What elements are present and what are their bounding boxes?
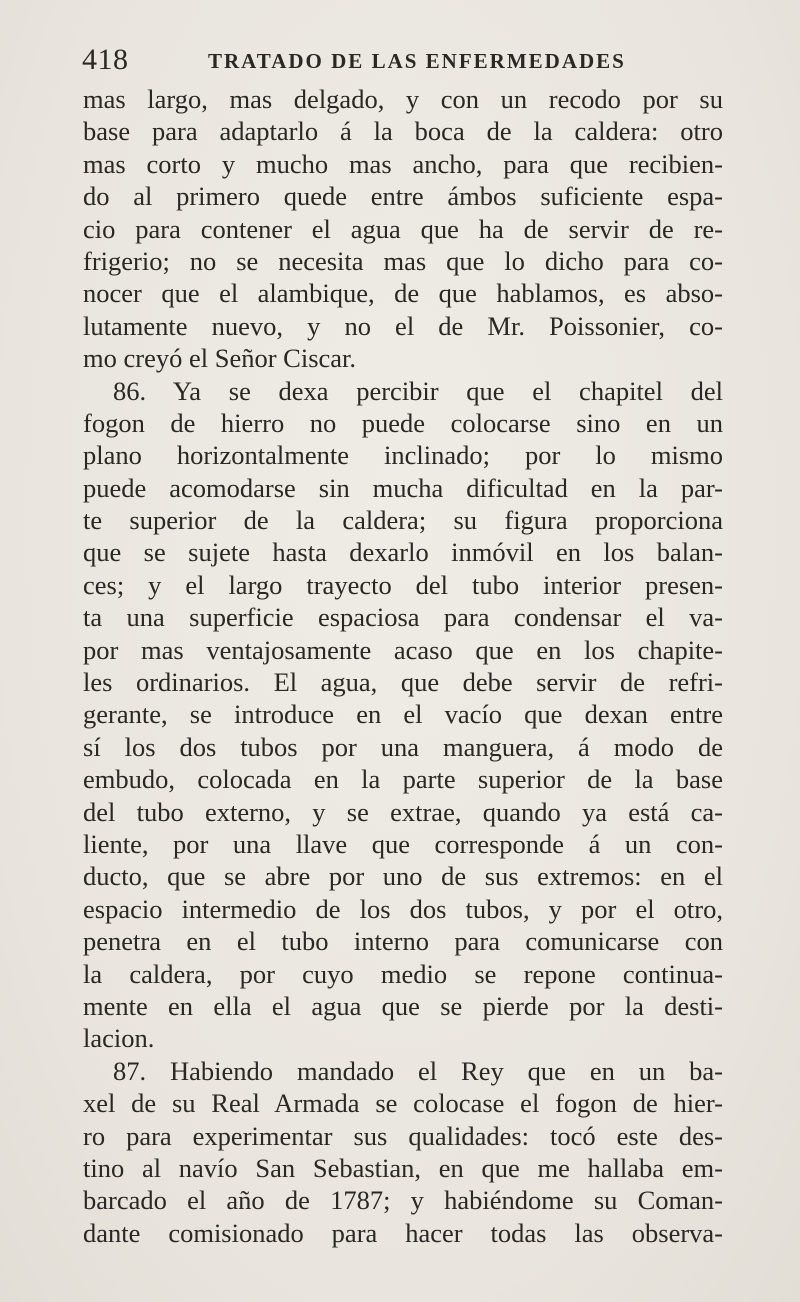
page-header <box>82 40 722 80</box>
paragraph-87-start: 87. Habiendo mandado el Rey que en un ba- <box>113 1055 723 1086</box>
text-line: mas corto y mucho mas ancho, para que recibien- <box>83 148 723 179</box>
text-line: cio para contener el agua que ha de servir de re- <box>83 213 723 244</box>
text-line: mo creyó el Señor Ciscar. <box>83 343 357 374</box>
text-line: tino al navío San Sebastian, en que me hallaba em- <box>83 1152 723 1183</box>
text-line: barcado el año de 1787; y habiéndome su Coman- <box>83 1185 723 1216</box>
text-line: mente en ella el agua que se pierde por la desti- <box>83 990 723 1021</box>
text-line: frigerio; no se necesita mas que lo dicho para co- <box>83 245 723 276</box>
text-line: ducto, que se abre por uno de sus extremos: en el <box>83 861 723 892</box>
text-line: plano horizontalmente inclinado; por lo mismo <box>83 440 723 471</box>
body-text <box>83 83 723 1249</box>
text-line: que se sujete hasta dexarlo inmóvil en los balan- <box>83 537 723 568</box>
text-line: dante comisionado para hacer todas las observa- <box>83 1217 723 1248</box>
text-line: do al primero quede entre ámbos suficiente espa- <box>83 181 723 212</box>
text-line: penetra en el tubo interno para comunicarse con <box>83 926 723 957</box>
text-line: liente, por una llave que corresponde á un con- <box>83 828 723 859</box>
text-line: espacio intermedio de los dos tubos, y por el otro, <box>83 893 723 924</box>
text-line: base para adaptarlo á la boca de la caldera: otro <box>83 116 723 147</box>
text-line: les ordinarios. El agua, que debe servir de refri- <box>83 667 723 698</box>
text-line: la caldera, por cuyo medio se repone continua- <box>83 958 723 989</box>
text-line: ro para experimentar sus qualidades: tocó este des- <box>83 1120 723 1151</box>
text-line: ta una superficie espaciosa para condensar el va- <box>83 602 723 633</box>
text-line: del tubo externo, y se extrae, quando ya está ca- <box>83 796 723 827</box>
text-line: mas largo, mas delgado, y con un recodo por su <box>83 84 723 114</box>
text-line: lutamente nuevo, y no el de Mr. Poissonier, co- <box>83 310 723 341</box>
text-line: sí los dos tubos por una manguera, á modo de <box>83 731 723 762</box>
text-line: xel de su Real Armada se colocase el fogon de hier- <box>83 1088 723 1119</box>
paragraph-86-start: 86. Ya se dexa percibir que el chapitel del <box>113 375 723 406</box>
text-line: nocer que el alambique, de que hablamos, es abso- <box>83 278 723 309</box>
text-line: puede acomodarse sin mucha dificultad en la par- <box>83 472 723 503</box>
text-line: gerante, se introduce en el vacío que dexan entre <box>83 699 723 730</box>
text-line: ces; y el largo trayecto del tubo interior presen- <box>83 569 723 600</box>
text-line: por mas ventajosamente acaso que en los chapite- <box>83 634 723 665</box>
text-line: embudo, colocada en la parte superior de la base <box>83 764 723 795</box>
text-line: te superior de la caldera; su figura proporciona <box>83 505 723 536</box>
text-line: lacion. <box>83 1023 155 1054</box>
text-line: fogon de hierro no puede colocarse sino en un <box>83 407 723 438</box>
page-number: 418 <box>82 43 129 76</box>
running-head: TRATADO DE LAS ENFERMEDADES <box>208 49 626 73</box>
